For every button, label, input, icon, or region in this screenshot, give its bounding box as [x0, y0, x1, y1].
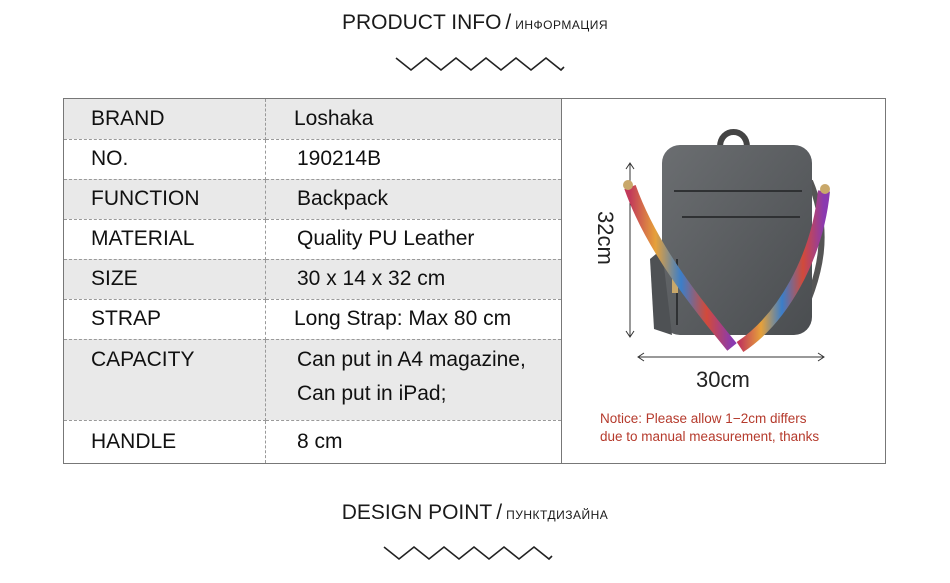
spec-value: 30 x 14 x 32 cm [266, 259, 562, 299]
spec-label: MATERIAL [64, 219, 266, 259]
design-point-subtitle: ПУНКТДИЗАЙНА [506, 508, 609, 522]
zigzag-divider-icon [394, 54, 566, 74]
spec-label: NO. [64, 139, 266, 179]
notice-line1: Notice: Please allow 1−2cm differs [600, 411, 807, 426]
spec-table [64, 99, 561, 463]
bag-body [662, 145, 812, 335]
product-spec-panel [63, 98, 886, 464]
spec-label: FUNCTION [64, 179, 266, 219]
product-info-title: PRODUCT INFO [341, 11, 502, 34]
spec-value: 190214B [266, 139, 562, 179]
spec-value: Quality PU Leather [266, 219, 562, 259]
strap-buckle-left [623, 180, 633, 190]
spec-row-number [64, 139, 561, 179]
spec-value: Loshaka [266, 99, 562, 139]
design-point-title: DESIGN POINT [341, 501, 493, 524]
spec-label: BRAND [64, 99, 266, 139]
design-point-heading [0, 501, 950, 525]
spec-label: STRAP [64, 299, 266, 339]
spec-label: HANDLE [64, 420, 266, 463]
spec-row-brand [64, 99, 561, 139]
spec-label: SIZE [64, 259, 266, 299]
spec-row-capacity [64, 339, 561, 420]
product-info-heading [0, 11, 950, 35]
spec-value: Backpack [266, 179, 562, 219]
zigzag-divider-icon [382, 543, 554, 563]
product-info-subtitle: ИНФОРМАЦИЯ [515, 18, 609, 32]
spec-value: Long Strap: Max 80 cm [266, 299, 562, 339]
height-label: 32cm [593, 211, 618, 265]
backpack-photo [562, 99, 885, 463]
width-label: 30cm [696, 367, 750, 392]
spec-row-function [64, 179, 561, 219]
strap-buckle-right [820, 184, 830, 194]
measurement-notice [600, 410, 819, 446]
heading-separator: / [496, 501, 503, 524]
spec-value: 8 cm [297, 429, 343, 453]
spec-value-line2: Can put in iPad; [297, 381, 447, 405]
spec-row-material [64, 219, 561, 259]
notice-line2: due to manual measurement, thanks [600, 429, 820, 444]
spec-row-size [64, 259, 561, 299]
spec-value [266, 339, 562, 420]
bag-handle [720, 132, 747, 147]
spec-row-handle [64, 420, 561, 463]
spec-label: CAPACITY [64, 339, 266, 420]
spec-value-line1: Can put in A4 magazine, [297, 347, 526, 371]
spec-row-strap [64, 299, 561, 339]
heading-separator: / [505, 11, 512, 34]
width-dimension-icon [638, 353, 824, 361]
